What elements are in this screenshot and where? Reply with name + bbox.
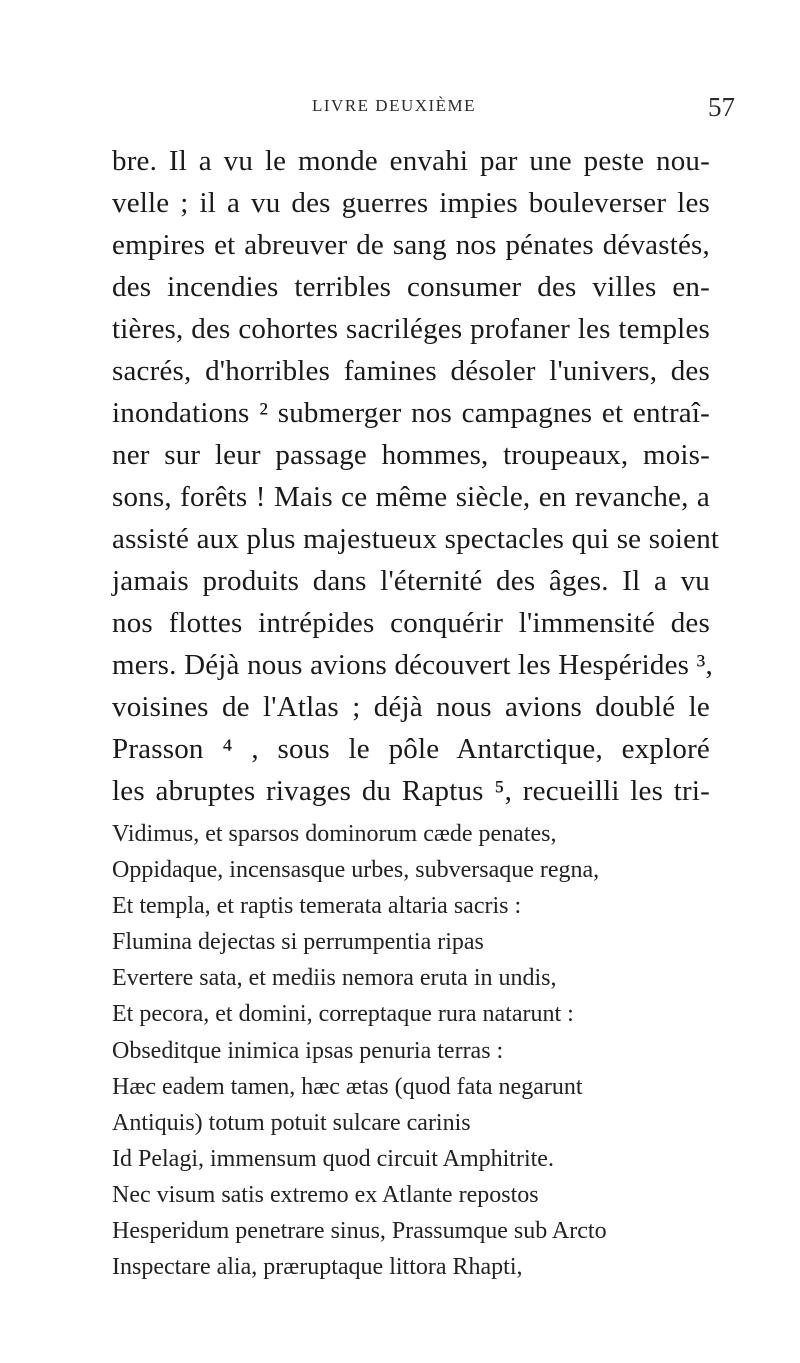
verse-line: Vidimus, et sparsos dominorum cæde penates, (112, 821, 557, 847)
verse-line: Antiquis) totum potuit sulcare carinis (112, 1109, 471, 1136)
prose-line: ner sur leur passage hommes, troupeaux, mois- (112, 439, 710, 471)
verse-line: Hesperidum penetrare sinus, Prassumque sub Arcto (112, 1218, 607, 1245)
verse-line: Nec visum satis extremo ex Atlante repostos (112, 1181, 539, 1208)
verse-line: Hæc eadem tamen, hæc ætas (quod fata negarunt (112, 1073, 583, 1100)
prose-line: velle ; il a vu des guerres impies bouleverser les (112, 187, 710, 219)
verse-line: Flumina dejectas si perrumpentia ripas (112, 929, 484, 956)
running-title: LIVRE DEUXIÈME (312, 96, 477, 115)
verse-line: Inspectare alia, præruptaque littora Rhapti, (112, 1254, 523, 1281)
verse-line: Id Pelagi, immensum quod circuit Amphitrite. (112, 1145, 554, 1172)
verse-line: Obseditque inimica ipsas penuria terras : (112, 1037, 504, 1064)
prose-line: inondations ² submerger nos campagnes et entraî- (112, 397, 710, 429)
running-head (0, 92, 800, 136)
verse-line: Et pecora, et domini, correptaque rura natarunt : (112, 1001, 574, 1028)
prose-line: nos flottes intrépides conquérir l'immensité des (112, 607, 710, 639)
page-number: 57 (708, 92, 735, 122)
prose-line: des incendies terribles consumer des villes en- (112, 271, 710, 303)
prose-line: bre. Il a vu le monde envahi par une peste nou- (112, 145, 710, 177)
prose-line: sacrés, d'horribles famines désoler l'univers, des (112, 355, 710, 387)
prose-line: sons, forêts ! Mais ce même siècle, en revanche, a (112, 481, 710, 513)
prose-line: assisté aux plus majestueux spectacles qui se soient (112, 523, 720, 555)
prose-line: jamais produits dans l'éternité des âges. Il a vu (112, 565, 710, 597)
prose-line: mers. Déjà nous avions découvert les Hespérides ³, (112, 649, 713, 681)
prose-line: empires et abreuver de sang nos pénates dévastés, (112, 229, 710, 261)
prose-line: voisines de l'Atlas ; déjà nous avions doublé le (112, 691, 710, 723)
verse-line: Evertere sata, et mediis nemora eruta in undis, (112, 965, 557, 992)
prose-block (112, 140, 720, 812)
prose-line: tières, des cohortes sacriléges profaner les temples (112, 313, 710, 345)
prose-line: les abruptes rivages du Raptus ⁵, recueilli les tri- (112, 775, 710, 807)
verse-line: Oppidaque, incensasque urbes, subversaque regna, (112, 857, 600, 884)
prose-line: Prasson ⁴ , sous le pôle Antarctique, exploré (112, 733, 710, 765)
verse-line: Et templa, et raptis temerata altaria sacris : (112, 893, 522, 920)
latin-verse-block (112, 816, 712, 1285)
